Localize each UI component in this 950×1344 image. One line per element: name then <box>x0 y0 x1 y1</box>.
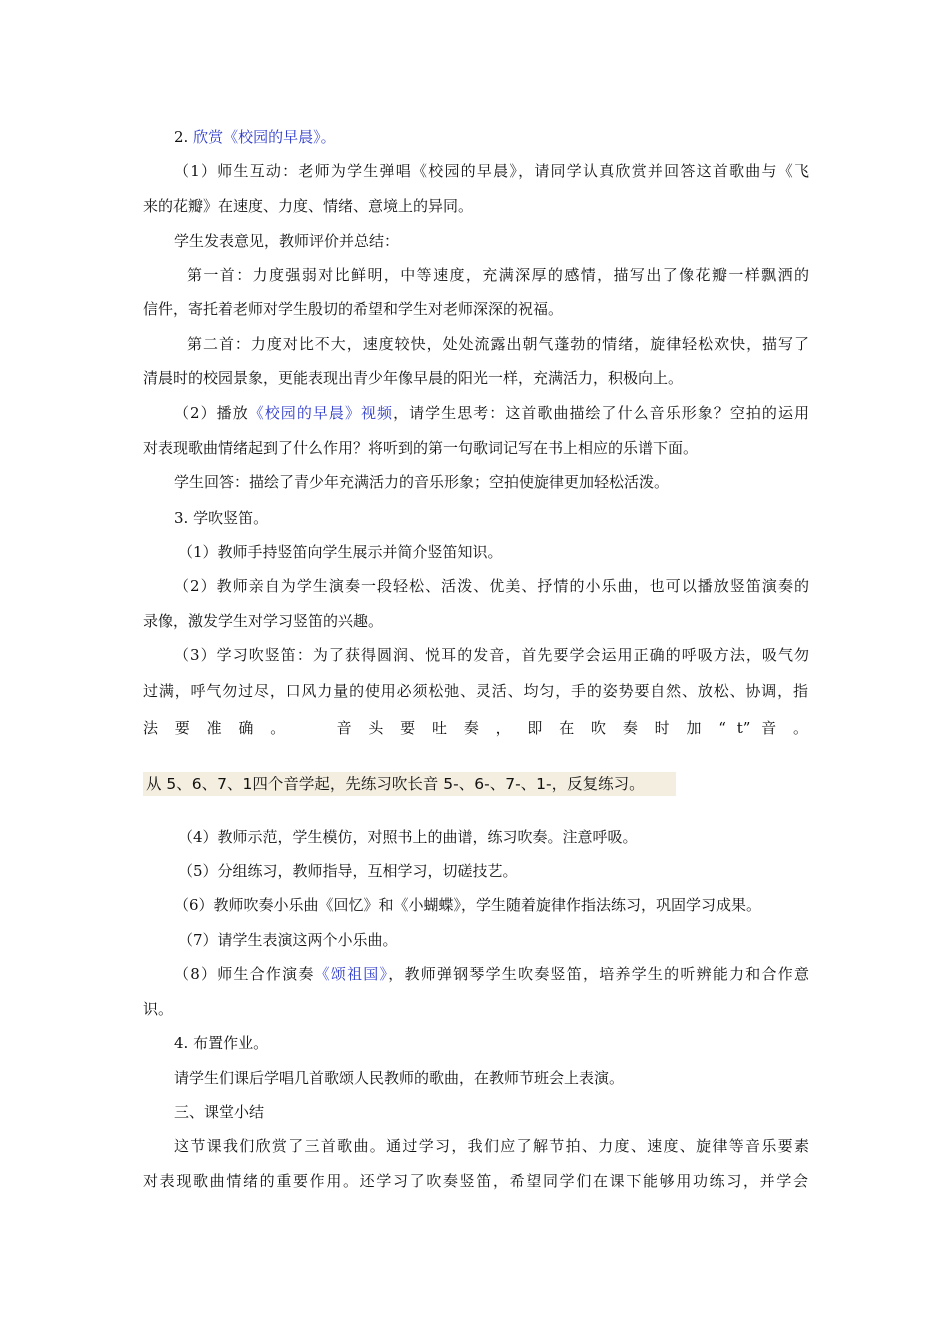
text-segment: 对表现歌曲情绪起到了什么作用？将听到的第一句歌词记写在书上相应的乐谱下面。 <box>143 439 699 457</box>
text-line <box>143 299 563 319</box>
text-line <box>174 1136 809 1156</box>
text-segment: 来的花瓣》在速度、力度、情绪、意境上的异同。 <box>143 197 474 215</box>
text-segment: ，教师弹钢琴学生吹奏竖笛，培养学生的听辨能力和合作意 <box>388 965 809 983</box>
text-segment: 法 要 准 确 。 音 头 要 吐 奏 ， 即 在 吹 奏 时 加 “ t” 音 。 <box>143 719 808 737</box>
text-segment: 识。 <box>143 1000 174 1018</box>
text-segment: （4）教师示范，学生模仿，对照书上的曲谱，练习吹奏。注意呼吸。 <box>178 828 638 846</box>
text-line <box>143 438 698 458</box>
text-segment: （2）播放 <box>174 404 249 422</box>
text-line <box>143 196 473 216</box>
text-line <box>174 127 336 147</box>
text-segment: （1）师生互动：老师为学生弹唱《校园的早晨》，请同学认真欣赏并回答这首歌曲与《飞 <box>174 162 809 180</box>
text-segment: （3）学习吹竖笛：为了获得圆润、悦耳的发音，首先要学会运用正确的呼吸方法，吸气勿 <box>174 646 809 664</box>
text-segment: 请学生们课后学唱几首歌颂人民教师的歌曲，在教师节班会上表演。 <box>174 1069 625 1087</box>
text-line <box>143 681 808 701</box>
text-segment: 4. 布置作业。 <box>174 1034 269 1052</box>
text-line <box>143 611 383 631</box>
text-segment: （7）请学生表演这两个小乐曲。 <box>178 931 398 949</box>
text-segment: 第一首：力度强弱对比鲜明，中等速度，充满深厚的感情，描写出了像花瓣一样飘洒的 <box>187 266 809 284</box>
text-line <box>143 718 808 738</box>
highlighted-note: 从 5、6、7、1四个音学起，先练习吹长音 5-、6-、7-、1-，反复练习。 <box>146 775 645 793</box>
text-line <box>143 368 683 388</box>
text-segment: 第二首：力度对比不大，速度较快，处处流露出朝气蓬勃的情绪，旋律轻松欢快，描写了 <box>187 335 809 353</box>
text-segment: 信件，寄托着老师对学生殷切的希望和学生对老师深深的祝福。 <box>143 300 564 318</box>
text-segment: （2）教师亲自为学生演奏一段轻松、活泼、优美、抒情的小乐曲，也可以播放竖笛演奏的 <box>174 577 809 595</box>
text-segment: 过满，呼气勿过尽，口风力量的使用必须松弛、灵活、均匀，手的姿势要自然、放松、协调，指 <box>143 682 808 700</box>
text-segment: 学生回答：描绘了青少年充满活力的音乐形象；空拍使旋律更加轻松活泼。 <box>174 473 670 491</box>
text-line <box>174 161 809 181</box>
text-segment: 这节课我们欣赏了三首歌曲。通过学习，我们应了解节拍、力度、速度、旋律等音乐要素 <box>174 1137 809 1155</box>
text-line <box>143 999 173 1019</box>
text-line <box>187 334 809 354</box>
text-segment: （1）教师手持竖笛向学生展示并简介竖笛知识。 <box>178 543 503 561</box>
text-segment: （5）分组练习，教师指导，互相学习，切磋技艺。 <box>178 862 518 880</box>
text-line <box>174 576 809 596</box>
text-line <box>174 1102 264 1122</box>
text-line <box>178 861 518 881</box>
text-segment: 学生发表意见，教师评价并总结： <box>174 232 400 250</box>
text-segment: （8）师生合作演奏 <box>174 965 315 983</box>
text-segment: 录像，激发学生对学习竖笛的兴趣。 <box>143 612 384 630</box>
text-line <box>143 1171 808 1191</box>
text-segment: 清晨时的校园景象，更能表现出青少年像早晨的阳光一样，充满活力，积极向上。 <box>143 369 684 387</box>
text-line <box>178 930 398 950</box>
text-segment: 对表现歌曲情绪的重要作用。还学习了吹奏竖笛，希望同学们在课下能够用功练习，并学会 <box>143 1172 808 1190</box>
text-line <box>174 645 809 665</box>
media-link[interactable]: 欣赏《校园的早晨》。 <box>193 128 336 146</box>
text-line <box>174 1068 624 1088</box>
text-segment: ，请学生思考：这首歌曲描绘了什么音乐形象？空拍的运用 <box>393 404 809 422</box>
text-segment: 3. 学吹竖笛。 <box>174 509 269 527</box>
text-line <box>187 265 809 285</box>
text-line <box>174 1033 268 1053</box>
text-line <box>174 403 809 423</box>
text-line <box>174 964 809 984</box>
text-line <box>174 508 268 528</box>
text-line <box>178 542 503 562</box>
text-segment: （6）教师吹奏小乐曲《回忆》和《小蝴蝶》，学生随着旋律作指法练习，巩固学习成果。 <box>174 896 762 914</box>
text-segment: 2. <box>174 128 194 146</box>
media-link[interactable]: 《校园的早晨》视频 <box>248 404 394 422</box>
text-line <box>174 472 669 492</box>
text-line <box>174 231 399 251</box>
text-line <box>174 895 761 915</box>
media-link[interactable]: 《颂祖国》 <box>314 965 389 983</box>
text-line <box>178 827 638 847</box>
text-segment: 三、课堂小结 <box>174 1103 265 1121</box>
